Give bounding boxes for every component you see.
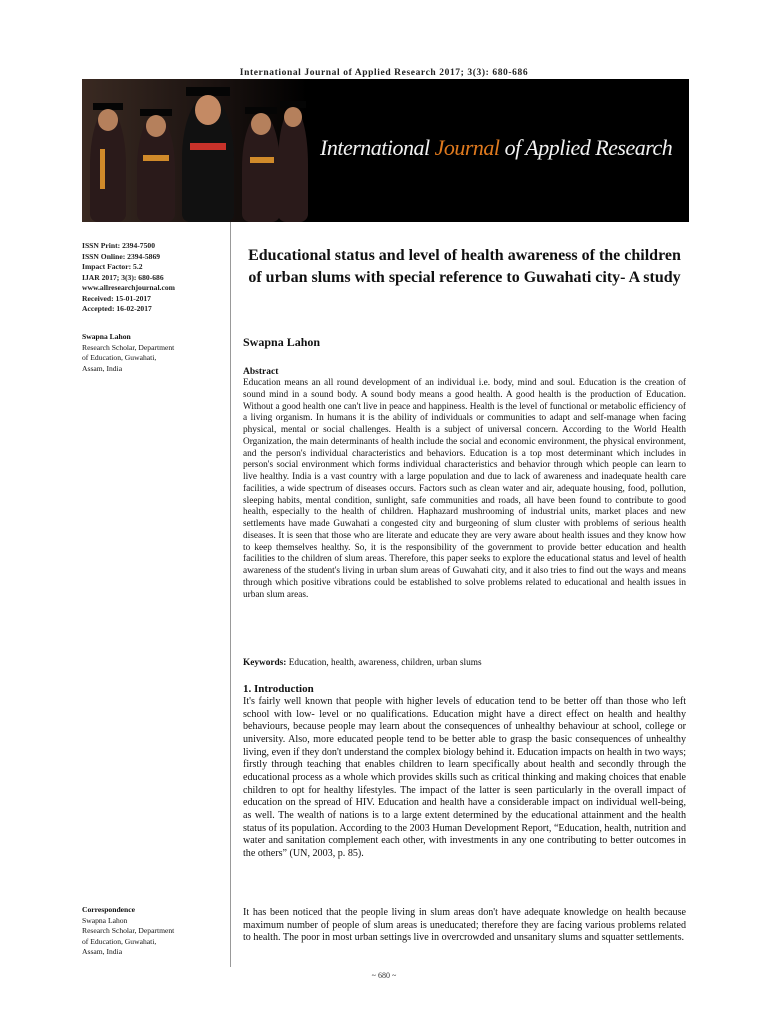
section-heading-introduction: 1. Introduction <box>243 683 314 695</box>
sidebar-author-affil-2: of Education, Guwahati, <box>82 353 157 362</box>
introduction-paragraph-2: It has been noticed that the people living in slum areas don't have adequate knowledge on health because maximum number of people of slum areas is uneducated; therefore they are facing various problems related to health. The poor in most urban settings live in overcrowded and unsanitary slums and squatter settlements. <box>243 907 686 944</box>
journal-banner <box>82 79 689 222</box>
correspondence-affil-1: Research Scholar, Department <box>82 926 175 935</box>
ijar-citation: IJAR 2017; 3(3): 680-686 <box>82 272 164 282</box>
sidebar-meta <box>82 241 222 315</box>
correspondence-label: Correspondence <box>82 905 136 914</box>
correspondence <box>82 905 222 958</box>
sidebar-author-affil-3: Assam, India <box>82 363 123 373</box>
keywords-list: Education, health, awareness, children, urban slums <box>286 658 482 668</box>
sidebar-author <box>82 332 222 374</box>
accepted-date: Accepted: 16-02-2017 <box>82 304 152 313</box>
correspondence-name: Swapna Lahon <box>82 915 128 925</box>
issn-online: ISSN Online: 2394-5869 <box>82 251 161 261</box>
article-author: Swapna Lahon <box>243 335 321 349</box>
sidebar-author-affil-1: Research Scholar, Department <box>82 342 175 352</box>
article-main <box>243 245 686 944</box>
sidebar-author-name: Swapna Lahon <box>82 332 131 341</box>
graduates-photo <box>82 79 307 222</box>
introduction-paragraph-1: It's fairly well known that people with higher levels of education tend to be better off than those who left school with low- level or no qualifications. Education might have a direct effect on health and healthy behaviours, because people may learn about the consequences of unhealthy behaviour at school, college or university. Also, more educated people tend to be better able to grasp the basic consequences of unhealthy living, even if they don't understand the complex biology behind it. Education impacts on health in two ways; firstly through teaching that enables children to learn specifically about health and secondly through the educational process as a whole which provides skills such as critical thinking and making choices that enable children to opt for healthy lifestyles. The impact of the latter is seen particularly in the overall impact of education on the spread of HIV. Education and health have a considerable impact on individual well-being, as well. The wealth of nations is to a large extent determined by the educational attainment and the health status of its population. According to the 2003 Human Development Report, “Education, health, nutrition and water and sanitation complement each other, with investments in any one contributing to better outcomes in the others” (UN, 2003, p. 85). <box>243 696 686 859</box>
issn-print: ISSN Print: 2394-7500 <box>82 241 155 250</box>
keywords <box>243 658 482 668</box>
column-divider <box>230 222 231 967</box>
correspondence-affil-2: of Education, Guwahati, <box>82 936 157 946</box>
article-title: Educational status and level of health awareness of the children of urban slums with special reference to Guwahati city- A study <box>248 247 681 286</box>
impact-factor: Impact Factor: 5.2 <box>82 262 143 271</box>
website-link[interactable]: www.allresearchjournal.com <box>82 283 175 292</box>
abstract-text: Education means an all round development of an individual i.e. body, mind and soul. Education is the creation of sound mind in a sound body. A sound body means a good health. A good health is the production of Education. Without a good health one can't live in peace and happiness. Health is the level of functional or metabolic efficiency of a living organism. In humans it is the ability of individuals or communities to adapt and self-manage when facing physical, mental or social challenges. Health is a subject of universal concern. According to the World Health Organization, the main determinants of health include the social and economic environment, the physical environment, and the person's individual characteristics and behaviors. Education is a top most determinant which includes in person's social environment which forms individual characteristics and behavior through which people can learn to live healthy. India is a vast country with a large population and due to lack of awareness and inadequate health care facilities, a wide spectrum of diseases occurs. Factors such as clean water and air, adequate housing, food, pollution, sleeping habits, mental condition, sunlight, safe communities and roads, all have been found to contribute to good health, especially to the health of children. Haphazard mushrooming of industrial units, market places and new settlements have made Guwahati a congested city and burgeoning of slum cluster with problems of serious health diseases. It is seen that those who are literate and educate they are very aware about health issues and they know how to keep themselves healthy. So, it is the responsibility of the government to provide better education and health facilities to the children of slum areas. Therefore, this paper seeks to explore the educational status and level of health awareness of the student's living in urban slum areas of Guwahati city, and it also tries to find out the ways and means through which positive vibrations could be established to solve problems related to educational and health issues in urban slum areas. <box>243 378 686 600</box>
abstract-heading: Abstract <box>243 367 279 377</box>
keywords-label: Keywords: <box>243 658 287 668</box>
journal-header: International Journal of Applied Research 2017; 3(3): 680-686 <box>239 68 529 78</box>
banner-title: International Journal of Applied Research <box>320 135 673 160</box>
page-number: ~ 680 ~ <box>371 971 397 980</box>
received-date: Received: 15-01-2017 <box>82 293 151 303</box>
correspondence-affil-3: Assam, India <box>82 947 123 956</box>
